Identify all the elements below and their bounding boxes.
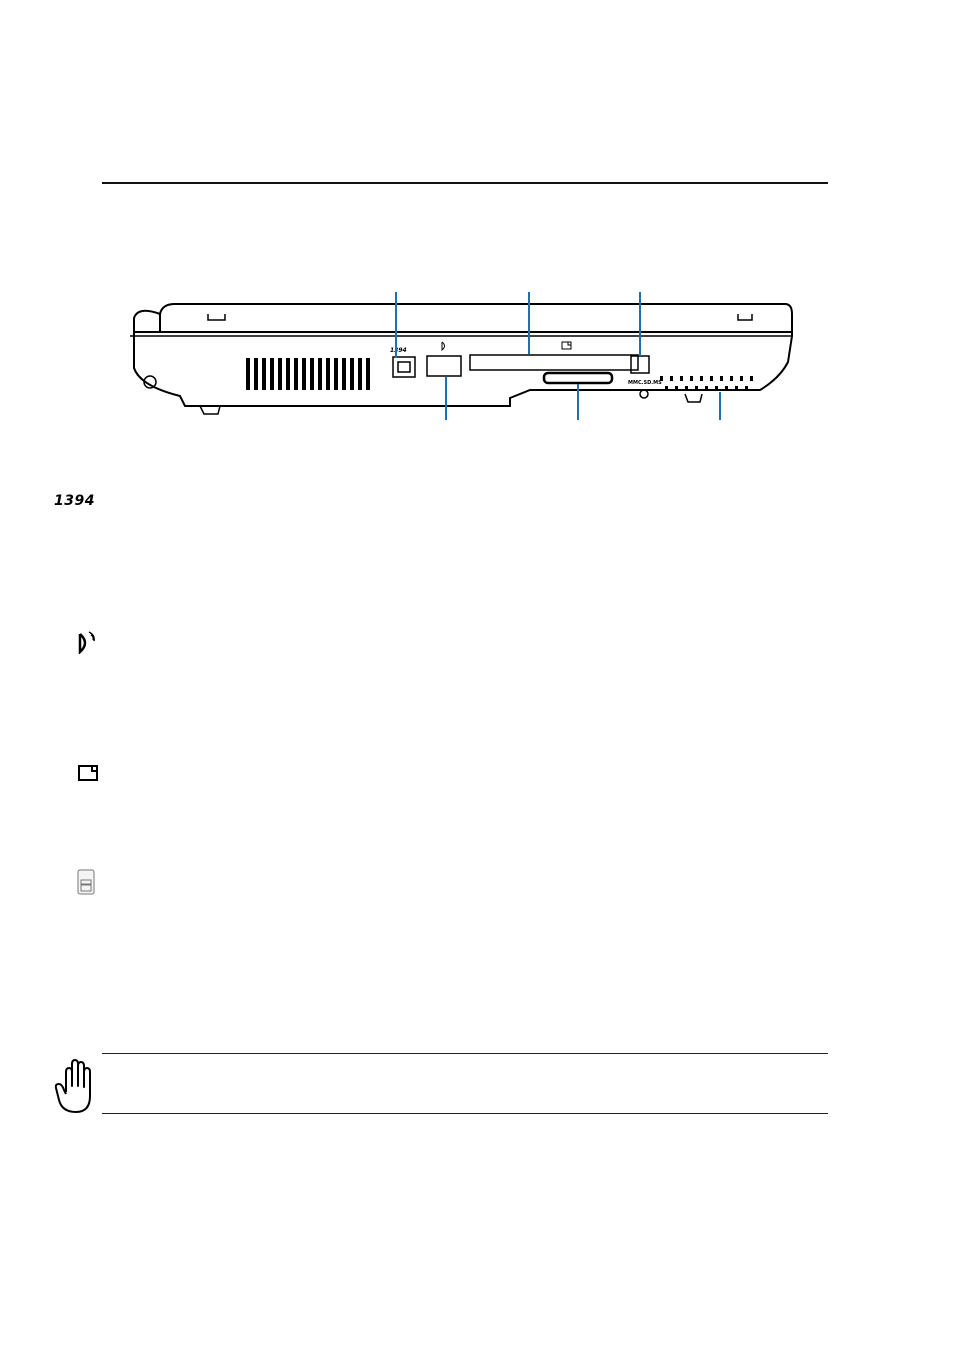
speaker-grill (660, 376, 753, 391)
air-vent (246, 358, 370, 390)
laptop-base (134, 332, 792, 406)
laptop-right-side-diagram (120, 286, 820, 426)
flash-memory-card-icon (77, 869, 95, 895)
warning-hand-icon (54, 1056, 98, 1116)
note-rule-bottom (102, 1113, 828, 1114)
header-rule (102, 182, 828, 184)
firewire-port-label: 1394 (390, 347, 407, 354)
note-rule-top (102, 1053, 828, 1054)
wireless-antenna-icon (77, 630, 99, 654)
firewire-port (393, 357, 415, 377)
card-reader-label: MMC.SD.MS (628, 380, 662, 386)
expresscard-slot-icon (77, 764, 99, 782)
wireless-switch (427, 356, 461, 376)
laptop-lid (160, 304, 792, 332)
card-reader-slot (544, 373, 612, 383)
expresscard-slot (470, 355, 638, 370)
firewire-1394-icon: 1394 (54, 493, 95, 509)
laptop-side-illustration (120, 286, 820, 426)
